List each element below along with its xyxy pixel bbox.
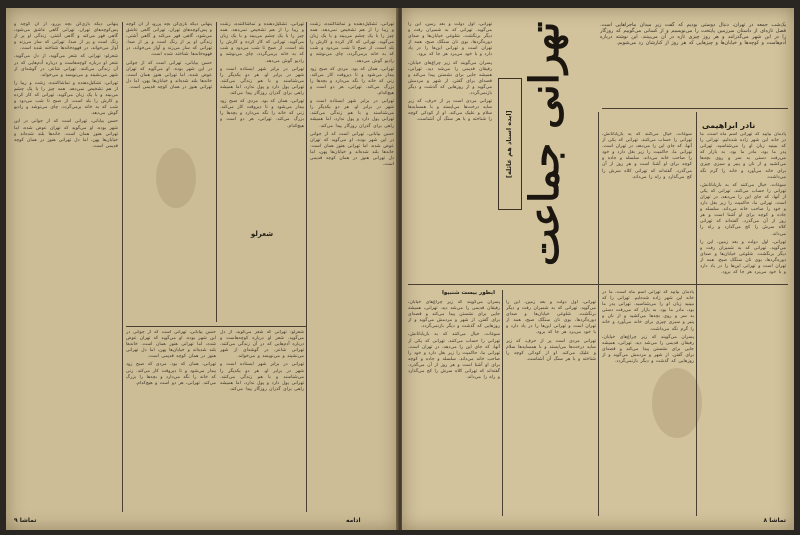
right-col-2 bbox=[602, 290, 694, 516]
right-col-under-author-text: سوغات، خیال می‌کنند که به بازیابانانش، تهرانی را حساب می‌کنند. تهرانی که یکی از آنها، که جای این را می‌دهد، در تهران است. تهرانی ما، حاکمیت را زیر بغل دارد و خود را صاحب خانه می‌داند. سلسله و جاده و کوچه برای او آشنا است و هر روز از آن می‌گذرد. گفته‌اند که تهرانی کلاه سرش را کج می‌گذارد و راه را می‌داند. bbox=[602, 132, 692, 180]
right-col-top-left-text: تهرانی، اول دولت و بعد زمین، این را می‌گوید. تهرانی که به شمیران رفت و دیگر برنگشت. شلوغی خیابان‌ها و صدای دوره‌گردها، بوی نان سنگک صبح، همه از تهران است و تهرانی این‌ها را در یاد دارد و با خود می‌برد هر جا که برود. bbox=[408, 22, 492, 58]
article-subtitle: [ایده استاد هم عائله] bbox=[498, 78, 522, 210]
right-col-4-text: پسران می‌گویند که زیر چراغ‌های خیابان، رفیقان قدیمی را می‌شد دید. تهرانی، همیشه جایی برای نشستن پیدا می‌کند و قصه‌ای برای گفتن. از شهر و مردمش می‌گوید و از روزهایی که گذشت و دیگر بازنمی‌گردد. bbox=[408, 300, 500, 330]
section-heading: شعرلو bbox=[250, 230, 274, 238]
left-col-5 bbox=[126, 330, 216, 515]
left-col-6-text-b: شعرلو: تهرانی که شعر می‌گوید، از دل می‌گوید. شعر او درباره کوچه‌هاست و درباره آدم‌هایی که در آن زندگی می‌کنند. تهرانی شاعر، در گوشه‌ای از شهر می‌نشیند و می‌نویسد و می‌خواند. bbox=[14, 54, 118, 78]
left-col-3 bbox=[126, 22, 212, 322]
right-col-3 bbox=[506, 300, 596, 516]
left-col-2-text-c: تهرانی، همان که بود. مردی که صبح زود بیدار می‌شود و تا دیروقت کار می‌کند. زنی که خانه را نگه می‌دارد و بچه‌ها را بزرگ می‌کند. تهرانی، هر دو است و هیچ‌کدام. bbox=[220, 99, 304, 129]
left-col-6-text-c: تهرانی، تشکیل‌دهنده و تماشاکننده، زشت و زیبا را از هم تشخیص نمی‌دهد. همه چیز را با یک چشم می‌بیند و با یک زبان می‌گوید. تهرانی که کار کرده و کارش را بلد است، از صبح تا شب می‌دود و شب که به خانه برمی‌گردد، چای می‌نوشد و رادیو گوش می‌دهد. bbox=[14, 80, 118, 117]
left-page bbox=[6, 8, 398, 530]
left-col-4-text-b: تهرانی در برابر شهر ایستاده است و شهر در برابر او. هر دو یکدیگر را می‌شناسند و با هم زندگی می‌کنند. تهرانی پول دارد و پول ندارد، اما همیشه راهی برای گذران روزگار پیدا می‌کند. bbox=[220, 362, 304, 392]
author-name: نادر ابراهیمی bbox=[702, 121, 756, 130]
left-col-1-text-c: تهرانی در برابر شهر ایستاده است و شهر در برابر او. هر دو یکدیگر را می‌شناسند و با هم زندگی می‌کنند. تهرانی پول دارد و پول ندارد، اما همیشه راهی برای گذران روزگار پیدا می‌کند. bbox=[310, 99, 394, 129]
right-page-footer: تماشا ۸ bbox=[763, 517, 786, 524]
left-col-6-text: پنهانی دیگه بازی‌کن بچه پررو، از آن کوچه و پس‌کوچه‌های تهران. تهرانی گاهی عاشق می‌شود، گاهی قهر می‌کند و گاهی آشتی. زندگی او پر از رنگ است و پر از صدا. تهرانی که ساز می‌زند و آواز می‌خواند، در قهوه‌خانه‌ها شناخته شده است. bbox=[14, 22, 118, 52]
left-col-1-text-b: تهرانی، همان که بود. مردی که صبح زود بیدار می‌شود و تا دیروقت کار می‌کند. زنی که خانه را نگه می‌دارد و بچه‌ها را بزرگ می‌کند. تهرانی، هر دو است و هیچ‌کدام. bbox=[310, 66, 394, 97]
right-col-under-author bbox=[602, 132, 692, 282]
left-col-6 bbox=[14, 22, 118, 514]
left-col-3-text: پنهانی دیگه بازی‌کن بچه پررو، از آن کوچه و پس‌کوچه‌های تهران. تهرانی گاهی عاشق می‌شود، گاهی قهر می‌کند و گاهی آشتی. زندگی او پر از رنگ است و پر از صدا. تهرانی که ساز می‌زند و آواز می‌خواند، در قهوه‌خانه‌ها شناخته شده است. bbox=[126, 22, 212, 58]
left-col-4 bbox=[220, 330, 304, 515]
left-col-1 bbox=[310, 22, 394, 514]
left-col-5-text: حسن بیابانی، تهرانی است که از جوانی در این شهر بوده. او می‌گوید که تهران عوض شده، اما تهرانی هنوز همان است. خانه‌ها بلند شده‌اند و خیابان‌ها پهن، اما دل تهرانی هنوز در همان کوچه قدیمی است. bbox=[126, 330, 216, 360]
left-page-end-mark: ادامه bbox=[346, 517, 361, 524]
right-col-top-left bbox=[408, 22, 492, 280]
right-page bbox=[402, 8, 794, 530]
right-col-2-text: یادمان بیایید که تهرانی اسم ماه است، ما در خانه این شهر زاده شده‌ایم. تهرانی را که ببینید زبان او را می‌شناسید. تهرانی پدر ما بود، مادر ما بود. به بازار که می‌رفت دستی به سر و روی بچه‌ها می‌کشید و از نان و پنیر و سبزی چیزی برای خانه می‌آورد و خانه را گرم نگه می‌داشت. bbox=[602, 290, 694, 332]
right-col-1 bbox=[700, 132, 786, 516]
intro-block bbox=[600, 22, 786, 102]
left-col-2-text: تهرانی، تشکیل‌دهنده و تماشاکننده، زشت و زیبا را از هم تشخیص نمی‌دهد. همه چیز را با یک چشم می‌بیند و با یک زبان می‌گوید. تهرانی که کار کرده و کارش را بلد است، از صبح تا شب می‌دود و شب که به خانه برمی‌گردد، چای می‌نوشد و رادیو گوش می‌دهد. bbox=[220, 22, 304, 64]
right-col-1-text-b: سوغات، خیال می‌کنند که به بازیابانانش، تهرانی را حساب می‌کنند. تهرانی که یکی از آنها، که جای این را می‌دهد، در تهران است. تهرانی ما، حاکمیت را زیر بغل دارد و خود را صاحب خانه می‌داند. سلسله و جاده و کوچه برای او آشنا است و هر روز از آن می‌گذرد. گفته‌اند که تهرانی کلاه سرش را کج می‌گذارد و راه را می‌داند. bbox=[700, 182, 786, 237]
left-col-6-text-d: حسن بیابانی، تهرانی است که از جوانی در این شهر بوده. او می‌گوید که تهران عوض شده، اما تهرانی هنوز همان است. خانه‌ها بلند شده‌اند و خیابان‌ها پهن، اما دل تهرانی هنوز در همان کوچه قدیمی است. bbox=[14, 119, 118, 149]
intro-text: یک‌شب جمعه در تهران، دنبال دوستی بودیم که گفت زیر میدان ماجراهایی است. فصل تازه‌ای از داستان سرزمین پایتخت را می‌نویسیم و از کسانی می‌گوییم که روزگار را در این شهر می‌گذرانند و هر روز چیزی تازه در آن می‌بینند. این نوشته درباره آدم‌هاست و کوچه‌ها و خیابان‌ها و چیزهایی که هر روز از کنارشان رد می‌شویم. bbox=[600, 22, 786, 47]
left-col-2-text-b: تهرانی در برابر شهر ایستاده است و شهر در برابر او. هر دو یکدیگر را می‌شناسند و با هم زندگی می‌کنند. تهرانی پول دارد و پول ندارد، اما همیشه راهی برای گذران روزگار پیدا می‌کند. bbox=[220, 66, 304, 97]
left-col-2 bbox=[220, 22, 304, 322]
left-col-5-text-b: تهرانی، همان که بود. مردی که صبح زود بیدار می‌شود و تا دیروقت کار می‌کند. زنی که خانه را نگه می‌دارد و بچه‌ها را بزرگ می‌کند. تهرانی، هر دو است و هیچ‌کدام. bbox=[126, 362, 216, 386]
right-col-3-text: تهرانی، اول دولت و بعد زمین، این را می‌گوید. تهرانی که به شمیران رفت و دیگر برنگشت. شلوغی خیابان‌ها و صدای دوره‌گردها، بوی نان سنگک صبح، همه از تهران است و تهرانی این‌ها را در یاد دارد و با خود می‌برد هر جا که برود. bbox=[506, 300, 596, 336]
right-col-1-text: یادمان بیایید که تهرانی اسم ماه است، ما در خانه این شهر زاده شده‌ایم. تهرانی را که ببینید زبان او را می‌شناسید. تهرانی پدر ما بود، مادر ما بود. به بازار که می‌رفت دستی به سر و روی بچه‌ها می‌کشید و از نان و پنیر و سبزی چیزی برای خانه می‌آورد و خانه را گرم نگه می‌داشت. bbox=[700, 132, 786, 180]
left-col-4-text: شعرلو: تهرانی که شعر می‌گوید، از دل می‌گوید. شعر او درباره کوچه‌هاست و درباره آدم‌هایی که در آن زندگی می‌کنند. تهرانی شاعر، در گوشه‌ای از شهر می‌نشیند و می‌نویسد و می‌خواند. bbox=[220, 330, 304, 360]
right-col-top-left-text-b: پسران می‌گویند که زیر چراغ‌های خیابان، رفیقان قدیمی را می‌شد دید. تهرانی، همیشه جایی برای نشستن پیدا می‌کند و قصه‌ای برای گفتن. از شهر و مردمش می‌گوید و از روزهایی که گذشت و دیگر بازنمی‌گردد. bbox=[408, 60, 492, 97]
left-page-footer: تماشا ۹ bbox=[14, 517, 37, 524]
right-col-2-text-b: پسران می‌گویند که زیر چراغ‌های خیابان، رفیقان قدیمی را می‌شد دید. تهرانی، همیشه جایی برای نشستن پیدا می‌کند و قصه‌ای برای گفتن. از شهر و مردمش می‌گوید و از روزهایی که گذشت و دیگر بازنمی‌گردد. bbox=[602, 334, 694, 365]
right-col-top-left-text-c: تهرانی مردی است پر از حرف، که زیر سایه درخت‌ها می‌ایستد و با همسایه‌ها سلام و علیک می‌کند. او از کودکی کوچه را شناخته و با هر سنگ آن آشناست. bbox=[408, 99, 492, 123]
left-col-1-text: تهرانی، تشکیل‌دهنده و تماشاکننده، زشت و زیبا را از هم تشخیص نمی‌دهد. همه چیز را با یک چشم می‌بیند و با یک زبان می‌گوید. تهرانی که کار کرده و کارش را بلد است، از صبح تا شب می‌دود و شب که به خانه برمی‌گردد، چای می‌نوشد و رادیو گوش می‌دهد. bbox=[310, 22, 394, 64]
right-col-4-text-b: سوغات، خیال می‌کنند که به بازیابانانش، تهرانی را حساب می‌کنند. تهرانی که یکی از آنها، که جای این را می‌دهد، در تهران است. تهرانی ما، حاکمیت را زیر بغل دارد و خود را صاحب خانه می‌داند. سلسله و جاده و کوچه برای او آشنا است و هر روز از آن می‌گذرد. گفته‌اند که تهرانی کلاه سرش را کج می‌گذارد و راه را می‌داند. bbox=[408, 332, 500, 381]
left-col-3-text-b: حسن بیابانی، تهرانی است که از جوانی در این شهر بوده. او می‌گوید که تهران عوض شده، اما تهرانی هنوز همان است. خانه‌ها بلند شده‌اند و خیابان‌ها پهن، اما دل تهرانی هنوز در همان کوچه قدیمی است. bbox=[126, 60, 212, 90]
right-col-1-text-c: تهرانی، اول دولت و بعد زمین، این را می‌گوید. تهرانی که به شمیران رفت و دیگر برنگشت. شلوغی خیابان‌ها و صدای دوره‌گردها، بوی نان سنگک صبح، همه از تهران است و تهرانی این‌ها را در یاد دارد و با خود می‌برد هر جا که برود. bbox=[700, 239, 786, 276]
author-alt: ابطور بیست شنبیوا bbox=[442, 290, 495, 296]
right-col-3-text-b: تهرانی مردی است پر از حرف، که زیر سایه درخت‌ها می‌ایستد و با همسایه‌ها سلام و علیک می‌کند. او از کودکی کوچه را شناخته و با هر سنگ آن آشناست. bbox=[506, 338, 596, 362]
article-title: تهرانی جماعت bbox=[521, 22, 568, 267]
right-col-4 bbox=[408, 300, 500, 516]
left-col-1-text-d: حسن بیابانی، تهرانی است که از جوانی در این شهر بوده. او می‌گوید که تهران عوض شده، اما تهرانی هنوز همان است. خانه‌ها بلند شده‌اند و خیابان‌ها پهن، اما دل تهرانی هنوز در همان کوچه قدیمی است. bbox=[310, 131, 394, 168]
